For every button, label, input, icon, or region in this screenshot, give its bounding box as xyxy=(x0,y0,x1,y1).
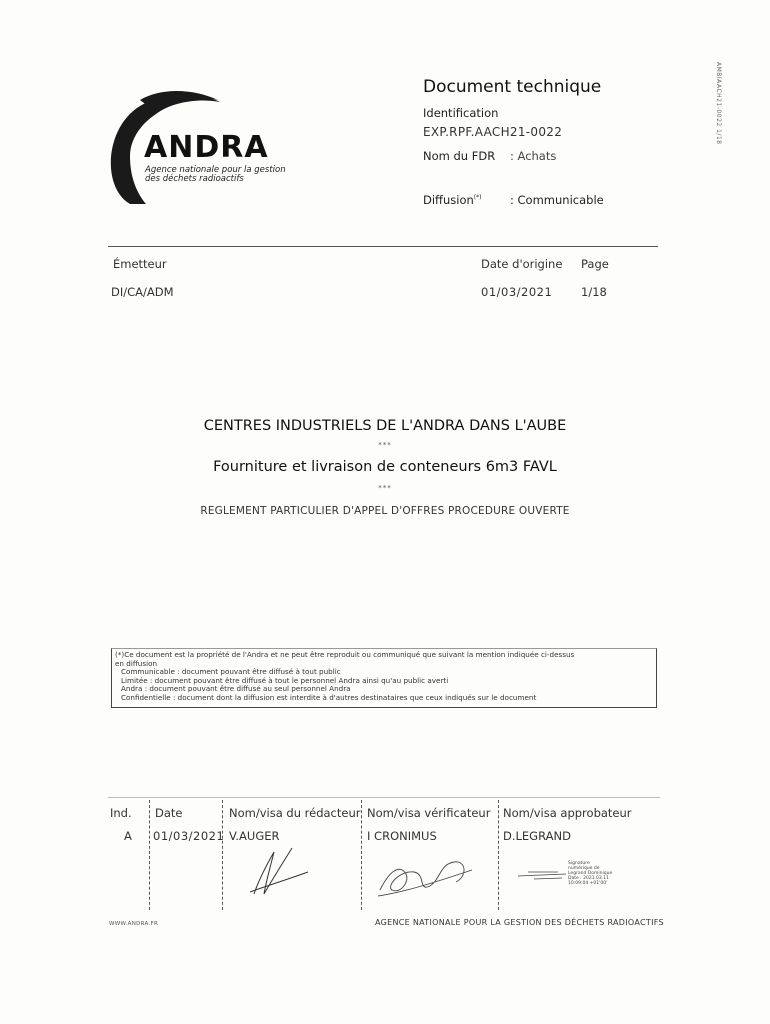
title-separator-1: *** xyxy=(378,441,392,449)
approbateur-signature-icon xyxy=(514,864,570,884)
footer-website: WWW.ANDRA.FR xyxy=(109,921,159,927)
logo-tagline xyxy=(145,166,295,184)
origin-date-label: Date d'origine xyxy=(481,257,563,271)
row-approbateur: D.LEGRAND xyxy=(503,829,571,843)
signature-table-top-rule xyxy=(108,797,660,798)
dsig-line: Legrand Dominique xyxy=(568,871,613,876)
identification-value: EXP.RPF.AACH21-0022 xyxy=(423,125,563,139)
andra-logo xyxy=(100,88,300,208)
page-number: 1/18 xyxy=(581,285,607,299)
table-column-divider xyxy=(498,800,499,910)
diffusion-notice-box xyxy=(111,648,657,708)
dsig-line: Date : 2021.03.11 xyxy=(568,876,609,881)
notice-line: Confidentielle : document dont la diffusion est interdite à d'autres destinataires que ceux indiqués sur le document xyxy=(121,692,537,702)
row-verificateur: I CRONIMUS xyxy=(367,829,437,843)
redacteur-signature-icon xyxy=(236,842,316,902)
dsig-line: Signature xyxy=(568,861,590,866)
fdr-value: : Achats xyxy=(510,149,557,163)
page-label: Page xyxy=(581,257,609,271)
title-procedure: REGLEMENT PARTICULIER D'APPEL D'OFFRES PROCEDURE OUVERTE xyxy=(200,505,570,517)
col-header-redacteur: Nom/visa du rédacteur xyxy=(229,806,361,820)
table-column-divider xyxy=(222,800,223,910)
verificateur-signature-icon xyxy=(370,850,480,905)
document-type: Document technique xyxy=(423,77,602,97)
notice-line: Andra : document pouvant être diffusé au seul personnel Andra xyxy=(121,684,351,694)
diffusion-footnote-mark: (*) xyxy=(473,194,482,202)
notice-line: en diffusion xyxy=(115,658,158,668)
dsig-line: 10:09:04 +01'00' xyxy=(568,881,608,886)
col-header-date: Date xyxy=(155,806,183,820)
emetteur-value: DI/CA/ADM xyxy=(111,285,174,299)
emetteur-top-rule xyxy=(108,246,658,247)
logo-wordmark: ANDRA xyxy=(144,130,269,165)
notice-line: Limitée : document pouvant être diffusé à tout le personnel Andra ainsi qu'au public averti xyxy=(121,675,449,685)
table-column-divider xyxy=(149,800,150,910)
logo-tagline-line1: Agence nationale pour la gestion xyxy=(145,165,286,175)
title-main: CENTRES INDUSTRIELS DE L'ANDRA DANS L'AUBE xyxy=(203,418,567,434)
col-header-verificateur: Nom/visa vérificateur xyxy=(367,806,491,820)
notice-line: (*)Ce document est la propriété de l'Andra et ne peut être reproduit ou communiqué que suivant la mention indiquée ci-dessus xyxy=(115,650,575,659)
origin-date-value: 01/03/2021 xyxy=(481,285,553,299)
diffusion-value: : Communicable xyxy=(510,193,604,207)
title-subject: Fourniture et livraison de conteneurs 6m3 FAVL xyxy=(213,459,557,475)
notice-line: Communicable : document pouvant être diffusé à tout public xyxy=(121,667,341,677)
logo-tagline-line2: des déchets radioactifs xyxy=(145,174,244,184)
side-reference-stamp: AMBIAACH21-0022 1/18 xyxy=(715,62,722,145)
dsig-line: numérique de xyxy=(568,866,600,871)
emetteur-label: Émetteur xyxy=(113,257,167,271)
col-header-ind: Ind. xyxy=(110,806,132,820)
row-date: 01/03/2021 xyxy=(153,829,225,843)
row-redacteur: V.AUGER xyxy=(229,829,280,843)
fdr-label: Nom du FDR xyxy=(423,149,496,163)
title-separator-2: *** xyxy=(378,484,392,492)
table-column-divider xyxy=(361,800,362,910)
diffusion-label-text: Diffusion xyxy=(423,193,474,207)
footer-agency: AGENCE NATIONALE POUR LA GESTION DES DÉCHETS RADIOACTIFS xyxy=(375,918,664,927)
row-ind: A xyxy=(124,829,132,843)
identification-label: Identification xyxy=(423,106,499,120)
digital-signature-stamp xyxy=(568,861,628,886)
diffusion-label xyxy=(423,193,481,207)
col-header-approbateur: Nom/visa approbateur xyxy=(503,806,632,820)
